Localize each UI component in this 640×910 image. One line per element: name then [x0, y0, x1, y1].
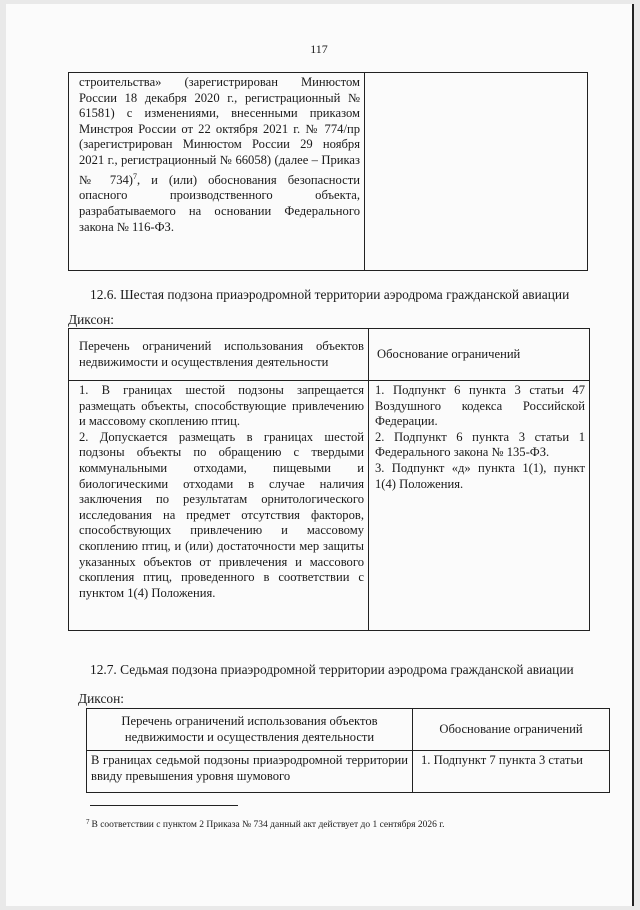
section-12-6-title: 12.6. Шестая подзона приаэродромной территории аэродрома гражданской авиации — [90, 287, 570, 302]
restrictions-column-header: Перечень ограничений использования объектов недвижимости и осуществления деятельности — [87, 709, 413, 751]
justification-item: 2. Подпункт 6 пункта 3 статьи 1 Федерального закона № 135-ФЗ. — [375, 429, 585, 460]
justification-cell: 1. Подпункт 7 пункта 3 статьи — [413, 751, 610, 793]
restriction-item: 1. В границах шестой подзоны запрещается размещать объекты, способствующие привлечению и массовому скоплению птиц. — [79, 383, 364, 429]
table-header-row — [87, 709, 610, 751]
footnote — [86, 818, 445, 830]
continuation-left-cell — [69, 73, 365, 271]
table-row — [69, 73, 588, 271]
page-number: 117 — [310, 42, 328, 56]
footnote-separator — [90, 805, 238, 806]
footnote-text: В соответствии с пунктом 2 Приказа № 734 данный акт действует до 1 сентября 2026 г. — [91, 820, 445, 830]
footnote-reference: 7 — [133, 171, 137, 181]
continuation-table — [68, 72, 588, 271]
justification-item: 1. Подпункт 6 пункта 3 статьи 47 Воздушного кодекса Российской Федерации. — [375, 383, 585, 429]
table-header-row — [69, 329, 590, 381]
subzone-7-table — [86, 708, 610, 793]
justification-cell — [369, 381, 590, 631]
table-row — [87, 751, 610, 793]
section-12-6-heading — [90, 287, 590, 303]
footnote-number: 7 — [86, 818, 90, 826]
section-12-6-heading-cont: Диксон: — [68, 312, 114, 327]
section-12-7-heading — [90, 662, 600, 678]
table-row — [69, 381, 590, 631]
section-12-7-title: 12.7. Седьмая подзона приаэродромной территории аэродрома гражданской авиации — [90, 662, 574, 677]
justification-column-header: Обоснование ограничений — [369, 329, 590, 381]
continuation-right-cell — [365, 73, 588, 271]
restrictions-cell — [69, 381, 369, 631]
restriction-item: 2. Допускается размещать в границах шестой подзоны объекты по обращению с твердыми коммунальными отходами, пищевыми и биологическими отходами в случае наличия заключения по результатам орнитологического исследования на предмет отсутствия факторов, способствующих привлечению и массовому скоплению птиц, и (или) достаточности мер защиты указанных объектов от привлечения и массового скопления птиц, проведенного в соответствии с пунктом 1(4) Положения. — [79, 429, 364, 600]
continuation-text-tail: , и (или) обоснования безопасности опасного производственного объекта, разрабатываемого на основании Федерального закона № 116-ФЗ. — [79, 172, 360, 234]
document-page — [6, 4, 634, 906]
section-12-7-heading-cont: Диксон: — [78, 691, 124, 706]
subzone-6-table — [68, 328, 590, 631]
continuation-text: строительства» (зарегистрирован Минюстом России 18 декабря 2020 г., регистрационный № 61581) с изменениями, внесенными приказом Минстроя России от 22 октября 2021 г. № 774/пр (зарегистрирован Минюстом России 29 ноября 2021 г., регистрационный № 66058) (далее – Приказ № 734) — [79, 75, 360, 187]
restrictions-cell: В границах седьмой подзоны приаэродромной территории ввиду превышения уровня шумового — [87, 751, 413, 793]
restrictions-column-header: Перечень ограничений использования объектов недвижимости и осуществления деятельности — [69, 329, 369, 381]
justification-item: 3. Подпункт «д» пункта 1(1), пункт 1(4) Положения. — [375, 460, 585, 491]
justification-column-header: Обоснование ограничений — [413, 709, 610, 751]
